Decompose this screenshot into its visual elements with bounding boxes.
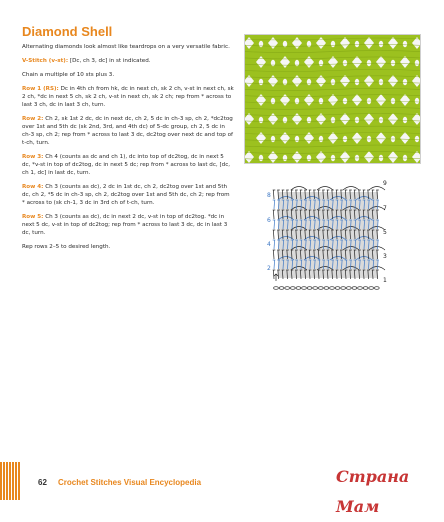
row-text: Dc in 4th ch from hk, dc in next ch, sk 2 ch, v-st in next ch, sk 2 ch, *dc in next 5 ch, sk 2 ch, v-st in next ch, sk 2 ch; rep from * across to last 3 ch, dc in last 3 ch, turn. (22, 86, 234, 108)
chain-stitch (341, 287, 346, 290)
row-number-left: 2 (267, 265, 271, 272)
row-2 (22, 115, 234, 147)
footer-stripe (0, 462, 20, 500)
row-number-right: 5 (383, 229, 387, 236)
double-crochet-stitch (274, 220, 275, 229)
vstitch-label: V-Stitch (v-st): (22, 58, 69, 64)
row-number-right: 3 (383, 253, 387, 260)
chain-stitch (290, 287, 295, 290)
pattern-title: Diamond Shell (22, 24, 113, 39)
row-number-left: 4 (267, 241, 271, 248)
swatch-small-hole (259, 41, 263, 47)
swatch-small-hole (259, 79, 263, 85)
swatch-small-hole (331, 155, 335, 161)
instructions (22, 43, 234, 257)
double-crochet-stitch (273, 250, 274, 259)
row-label: Row 4: (22, 184, 44, 190)
swatch-small-hole (283, 155, 287, 161)
swatch-small-hole (259, 117, 263, 123)
swatch-small-hole (259, 155, 263, 161)
row-text: Ch 3 (counts as dc), dc in next 2 dc, v-st in top of dc2tog. *dc in next 5 dc, v-st in top of dc2tog; rep from * across to last 3 dc, dc in last 3 dc, turn. (22, 214, 228, 236)
swatch-small-hole (271, 136, 275, 142)
double-crochet-stitch (274, 200, 275, 209)
chain-instruction: Chain a multiple of 10 sts plus 3. (22, 72, 115, 78)
swatch-small-hole (319, 98, 323, 104)
chain-stitch (313, 287, 318, 290)
direction-arrow-icon (274, 274, 278, 281)
chain-stitch (374, 287, 379, 290)
chain-stitch (369, 287, 374, 290)
row-number-left: 6 (267, 217, 271, 224)
chain-stitch (358, 287, 363, 290)
stitch-swatch-photo (244, 34, 421, 164)
row-number-right: 1 (383, 277, 387, 284)
chain-stitch (318, 287, 323, 290)
double-crochet-stitch (273, 230, 274, 239)
swatch-small-hole (403, 79, 407, 85)
row-label: Row 2: (22, 116, 44, 122)
chain-stitch (302, 287, 307, 290)
swatch-small-hole (331, 79, 335, 85)
watermark-logo: Страна Мам (336, 467, 410, 516)
row-3 (22, 153, 234, 177)
row-text: Ch 3 (counts as dc), 2 dc in 1st dc, ch 2, dc2tog over 1st and 5th dc, ch 2, *5 dc in ch-3 sp, ch 2, dc2tog over 1st and 5th dc, ch 2; rep from * across to (sk ch-1, 3 dc in 3rd ch of t-ch, turn. (22, 184, 230, 206)
stitch-diagram (266, 176, 392, 302)
row-label: Row 5: (22, 214, 44, 220)
chain-stitch (346, 287, 351, 290)
row-4 (22, 183, 234, 207)
book-title: Crochet Stitches Visual Encyclopedia (58, 478, 202, 487)
double-crochet-stitch (273, 270, 274, 279)
swatch-small-hole (415, 98, 419, 104)
chain-stitch (285, 287, 290, 290)
intro-text: Alternating diamonds look almost like teardrops on a very versatile fabric. (22, 44, 230, 50)
chain-stitch (274, 287, 279, 290)
swatch-small-hole (331, 117, 335, 123)
swatch-small-hole (307, 117, 311, 123)
chain-stitch (335, 287, 340, 290)
row-number-right: 9 (383, 180, 387, 187)
chain-stitch (296, 287, 301, 290)
chain-stitch (324, 287, 329, 290)
row-5 (22, 213, 234, 237)
double-crochet-stitch (274, 240, 275, 249)
swatch-small-hole (331, 41, 335, 47)
swatch-small-hole (271, 98, 275, 104)
swatch-small-hole (415, 136, 419, 142)
double-crochet-stitch (274, 260, 275, 269)
chain-stitch (363, 287, 368, 290)
page-number: 62 (38, 478, 47, 487)
swatch-small-hole (319, 136, 323, 142)
row-number-left: 8 (267, 192, 271, 199)
row-1 (22, 85, 234, 109)
swatch-small-hole (379, 41, 383, 47)
row-text: Ch 2, sk 1st 2 dc, dc in next dc, ch 2, 5 dc in ch-3 sp, ch 2, *dc2tog over 1st and 5th dc (sk 2nd, 3rd, and 4th dc) of 5-dc group, ch 2, 5 dc in ch-3 sp, ch 2; rep from * across to last 3 dc, dc2tog over next dc and top of t-ch, turn. (22, 116, 234, 146)
row-text: Ch 4 (counts as dc and ch 1), dc into top of dc2tog, dc in next 5 dc, *v-st in top of dc2tog, dc in next 5 dc; rep from * across to last dc, [dc, ch 1, dc] in last dc, turn. (22, 154, 231, 176)
swatch-small-hole (307, 79, 311, 85)
swatch-small-hole (307, 155, 311, 161)
foundation-chain (274, 287, 380, 290)
chain-stitch (307, 287, 312, 290)
swatch-small-hole (319, 60, 323, 66)
swatch-small-hole (295, 136, 299, 142)
double-crochet-stitch (273, 190, 274, 199)
row-number-right: 7 (383, 205, 387, 212)
stitch-chart (266, 176, 392, 302)
double-crochet-stitch (278, 190, 279, 199)
row-label: Row 3: (22, 154, 44, 160)
swatch-small-hole (391, 60, 395, 66)
swatch-small-hole (355, 41, 359, 47)
swatch-small-hole (415, 60, 419, 66)
chain-stitch (352, 287, 357, 290)
row-label: Row 1 (RS): (22, 86, 59, 92)
swatch-image (245, 35, 420, 163)
vstitch-definition (22, 57, 234, 65)
chain-space-arc (317, 187, 333, 191)
chain-space-arc (343, 187, 359, 191)
chain-space-arc (291, 187, 307, 191)
repeat-instruction: Rep rows 2–5 to desired length. (22, 244, 111, 250)
swatch-small-hole (403, 41, 407, 47)
swatch-small-hole (343, 98, 347, 104)
swatch-small-hole (283, 117, 287, 123)
swatch-small-hole (343, 60, 347, 66)
chain-stitch (279, 287, 284, 290)
chain-stitch (330, 287, 335, 290)
double-crochet-stitch (273, 210, 274, 219)
vstitch-text: [Dc, ch 3, dc] in st indicated. (69, 58, 151, 64)
chain-space-arc (369, 187, 385, 191)
